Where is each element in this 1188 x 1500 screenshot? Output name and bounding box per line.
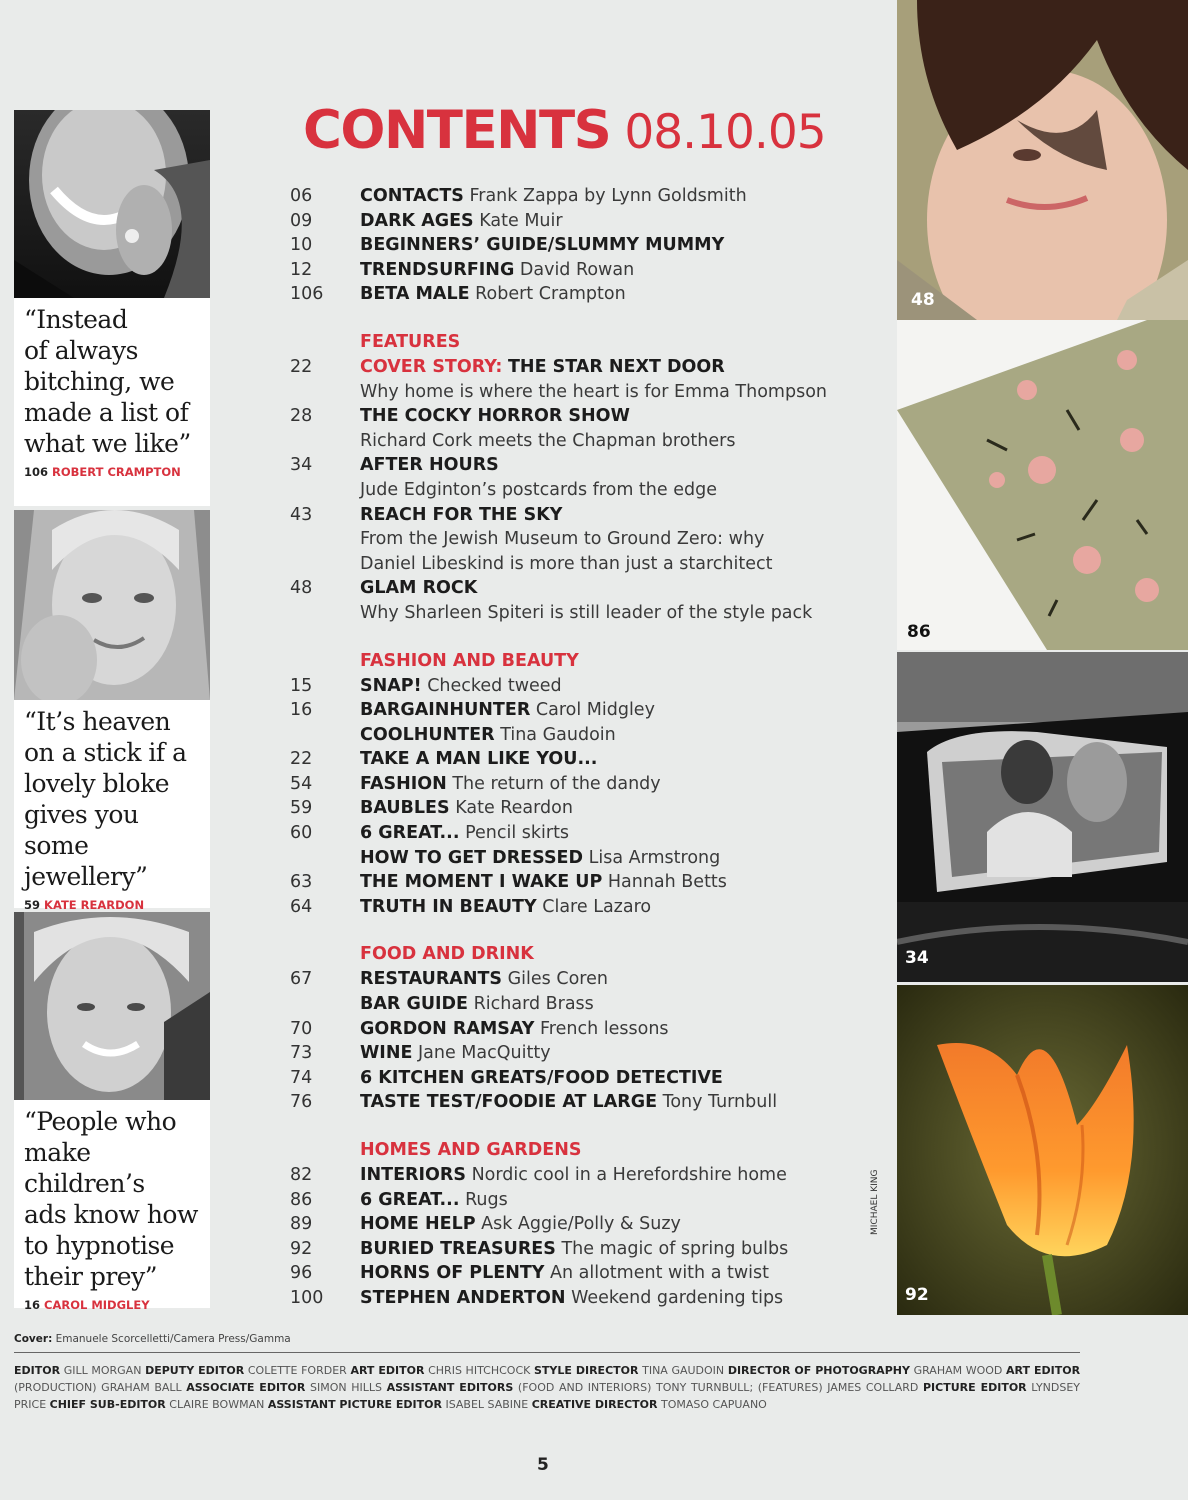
toc-entry[interactable] bbox=[290, 1212, 850, 1237]
quote-text: “Instead of always bitching, we made a list of what we like” bbox=[24, 305, 191, 458]
entry-title: THE MOMENT I WAKE UP bbox=[360, 872, 603, 893]
toc-entry[interactable] bbox=[290, 355, 850, 380]
page-number: 67 bbox=[290, 969, 313, 990]
entry-description-line: Richard Cork meets the Chapman brothers bbox=[360, 430, 736, 451]
toc-entry[interactable] bbox=[290, 796, 850, 821]
toc-entry[interactable] bbox=[290, 1237, 850, 1262]
page-number: 74 bbox=[290, 1067, 313, 1088]
toc-entry[interactable] bbox=[290, 1041, 850, 1066]
masthead-role: ASSOCIATE EDITOR bbox=[186, 1381, 306, 1394]
quote-author: CAROL MIDGLEY bbox=[44, 1298, 150, 1312]
masthead-name: TOMASO CAPUANO bbox=[661, 1398, 767, 1411]
entry-title: FASHION bbox=[360, 773, 447, 794]
toc-entry[interactable] bbox=[290, 1286, 850, 1311]
entry-description bbox=[290, 429, 850, 454]
toc-entry[interactable] bbox=[290, 209, 850, 234]
toc-entry[interactable] bbox=[290, 992, 850, 1017]
quote-card-1 bbox=[14, 298, 210, 506]
page-number: 54 bbox=[290, 773, 313, 794]
entry-title: HORNS OF PLENTY bbox=[360, 1263, 545, 1284]
entry-title: 6 GREAT... bbox=[360, 1189, 460, 1210]
entry-subtitle: Robert Crampton bbox=[475, 284, 626, 305]
section-heading bbox=[290, 648, 850, 674]
masthead-role: DIRECTOR OF PHOTOGRAPHY bbox=[727, 1364, 910, 1377]
entry-title: BETA MALE bbox=[360, 284, 470, 305]
entry-title: HOW TO GET DRESSED bbox=[360, 847, 584, 868]
quote-page: 59 bbox=[24, 898, 41, 912]
toc-fashion-section bbox=[290, 648, 850, 920]
contents-title bbox=[303, 100, 826, 161]
page-number: 06 bbox=[290, 186, 313, 206]
page-number: 100 bbox=[290, 1287, 324, 1308]
toc-entry[interactable] bbox=[290, 1017, 850, 1042]
entry-subtitle: Weekend gardening tips bbox=[571, 1287, 784, 1308]
entry-description-line: From the Jewish Museum to Ground Zero: why bbox=[360, 529, 765, 550]
page-number: 63 bbox=[290, 872, 313, 893]
masthead-name: TINA GAUDOIN bbox=[642, 1364, 725, 1377]
entry-title: AFTER HOURS bbox=[360, 455, 499, 476]
quote-text: “People who make children’s ads know how to hypnotise their prey” bbox=[24, 1107, 198, 1291]
entry-subtitle: Ask Aggie/Polly & Suzy bbox=[481, 1214, 681, 1235]
masthead-name: ISABEL SABINE bbox=[445, 1398, 529, 1411]
page-number: 59 bbox=[290, 798, 313, 819]
entry-subtitle: Richard Brass bbox=[473, 994, 594, 1015]
masthead bbox=[14, 1362, 1080, 1413]
toc-entry[interactable] bbox=[290, 772, 850, 797]
entry-subtitle: The return of the dandy bbox=[452, 773, 661, 794]
entry-subtitle: Carol Midgley bbox=[535, 700, 655, 721]
entry-title: INTERIORS bbox=[360, 1165, 466, 1185]
page-number: 22 bbox=[290, 356, 313, 377]
toc-entry[interactable] bbox=[290, 698, 850, 723]
photo-page-label: 48 bbox=[911, 290, 935, 310]
entry-subtitle: Tony Turnbull bbox=[662, 1092, 778, 1113]
toc-homes-section bbox=[290, 1137, 850, 1311]
photo-page-label: 92 bbox=[905, 1285, 929, 1305]
page-number: 43 bbox=[290, 504, 313, 525]
page-number: 34 bbox=[290, 455, 313, 476]
quote-credit bbox=[14, 1292, 210, 1312]
entry-title: 6 GREAT... bbox=[360, 823, 460, 844]
masthead-role: STYLE DIRECTOR bbox=[533, 1364, 639, 1377]
entry-description bbox=[290, 527, 850, 552]
masthead-role: PICTURE EDITOR bbox=[922, 1381, 1027, 1394]
photo-page-label: 86 bbox=[907, 622, 931, 642]
portrait-robert-crampton bbox=[14, 110, 210, 298]
entry-title: BURIED TREASURES bbox=[360, 1238, 556, 1259]
toc-entry[interactable] bbox=[290, 723, 850, 748]
masthead-role: CHIEF SUB-EDITOR bbox=[49, 1398, 166, 1411]
photo-sharleen-spiteri bbox=[897, 0, 1188, 320]
entry-subtitle: Checked tweed bbox=[427, 675, 562, 696]
page-number: 82 bbox=[290, 1165, 313, 1185]
masthead-name: (PRODUCTION) GRAHAM BALL bbox=[14, 1381, 182, 1394]
page-number: 10 bbox=[290, 235, 313, 256]
entry-subtitle: Rugs bbox=[465, 1189, 508, 1210]
entry-title: TAKE A MAN LIKE YOU... bbox=[360, 749, 598, 770]
entry-description bbox=[290, 552, 850, 577]
toc-entry[interactable] bbox=[290, 674, 850, 699]
page-number: 22 bbox=[290, 749, 313, 770]
issue-date: 08.10.05 bbox=[624, 105, 826, 160]
toc-entry[interactable] bbox=[290, 184, 850, 209]
entry-description bbox=[290, 380, 850, 405]
section-heading bbox=[290, 329, 850, 355]
photo-car bbox=[897, 652, 1188, 982]
cover-story-label: COVER STORY: bbox=[360, 356, 503, 377]
toc-intro-section bbox=[290, 184, 850, 307]
entry-description-line: Why Sharleen Spiteri is still leader of the style pack bbox=[360, 602, 813, 623]
footer-divider bbox=[14, 1352, 1080, 1353]
toc-entry[interactable] bbox=[290, 282, 850, 307]
entry-subtitle: Hannah Betts bbox=[607, 872, 727, 893]
entry-description-line: Jude Edginton’s postcards from the edge bbox=[360, 479, 717, 500]
quote-credit bbox=[14, 459, 210, 479]
entry-title: WINE bbox=[360, 1043, 413, 1064]
toc-entry[interactable] bbox=[290, 233, 850, 258]
title-word: CONTENTS bbox=[303, 100, 611, 161]
toc-entry[interactable] bbox=[290, 1261, 850, 1286]
cover-credit-label: Cover: bbox=[14, 1333, 53, 1345]
cover-credit-text: Emanuele Scorcelletti/Camera Press/Gamma bbox=[55, 1333, 291, 1345]
masthead-name: GILL MORGAN bbox=[63, 1364, 142, 1377]
photo-rug bbox=[897, 320, 1188, 650]
entry-title: CONTACTS bbox=[360, 186, 464, 206]
entry-subtitle: An allotment with a twist bbox=[550, 1263, 769, 1284]
portrait-kate-reardon bbox=[14, 510, 210, 700]
section-heading bbox=[290, 941, 850, 967]
section-heading-text: FEATURES bbox=[360, 331, 461, 352]
quote-author: ROBERT CRAMPTON bbox=[52, 465, 181, 479]
entry-title: RESTAURANTS bbox=[360, 969, 503, 990]
masthead-role: CREATIVE DIRECTOR bbox=[531, 1398, 658, 1411]
entry-title: BAUBLES bbox=[360, 798, 450, 819]
photo-tulip bbox=[897, 985, 1188, 1315]
quote-card-3 bbox=[14, 1100, 210, 1312]
masthead-role: EDITOR bbox=[14, 1364, 61, 1377]
entry-subtitle: Pencil skirts bbox=[465, 823, 570, 844]
entry-title: TASTE TEST/FOODIE AT LARGE bbox=[360, 1092, 658, 1113]
photo-page-label: 34 bbox=[905, 948, 929, 968]
toc-food-section bbox=[290, 941, 850, 1115]
entry-subtitle: Clare Lazaro bbox=[542, 896, 652, 917]
section-heading-text: FOOD AND DRINK bbox=[360, 944, 534, 965]
page-number: 60 bbox=[290, 823, 313, 844]
masthead-name: CLAIRE BOWMAN bbox=[169, 1398, 265, 1411]
masthead-role: DEPUTY EDITOR bbox=[145, 1364, 245, 1377]
masthead-name: LYNDSEY PRICE bbox=[14, 1381, 1081, 1411]
page-number: 15 bbox=[290, 675, 313, 696]
toc-entry[interactable] bbox=[290, 870, 850, 895]
entry-title: TRUTH IN BEAUTY bbox=[360, 896, 537, 917]
page-number: 16 bbox=[290, 700, 313, 721]
page-number: 73 bbox=[290, 1043, 313, 1064]
page-number: 28 bbox=[290, 406, 313, 427]
section-heading-text: FASHION AND BEAUTY bbox=[360, 650, 579, 671]
entry-subtitle: Nordic cool in a Herefordshire home bbox=[471, 1165, 787, 1185]
quote-page: 106 bbox=[24, 465, 49, 479]
entry-title: REACH FOR THE SKY bbox=[360, 504, 563, 525]
page-number: 86 bbox=[290, 1189, 313, 1210]
entry-description-line: Why home is where the heart is for Emma Thompson bbox=[360, 381, 827, 402]
entry-subtitle: Kate Reardon bbox=[455, 798, 573, 819]
page-number: 96 bbox=[290, 1263, 313, 1284]
toc-entry[interactable] bbox=[290, 258, 850, 283]
entry-title: BEGINNERS’ GUIDE/SLUMMY MUMMY bbox=[360, 235, 725, 256]
entry-subtitle: Kate Muir bbox=[479, 210, 563, 231]
toc-entry[interactable] bbox=[290, 1163, 850, 1188]
table-of-contents bbox=[290, 184, 850, 1311]
entry-title: 6 KITCHEN GREATS/FOOD DETECTIVE bbox=[360, 1067, 723, 1088]
masthead-name: (FOOD AND INTERIORS) TONY TURNBULL; (FEATURES) JAMES COLLARD bbox=[517, 1381, 919, 1394]
entry-subtitle: Giles Coren bbox=[507, 969, 608, 990]
toc-entry[interactable] bbox=[290, 895, 850, 920]
masthead-role: ASSISTANT EDITORS bbox=[386, 1381, 514, 1394]
masthead-role: ASSISTANT PICTURE EDITOR bbox=[267, 1398, 442, 1411]
entry-title: GORDON RAMSAY bbox=[360, 1018, 535, 1039]
masthead-role: ART EDITOR bbox=[350, 1364, 425, 1377]
entry-subtitle: Lisa Armstrong bbox=[588, 847, 721, 868]
page-number: 48 bbox=[290, 578, 313, 599]
entry-title: GLAM ROCK bbox=[360, 578, 478, 599]
toc-entry[interactable] bbox=[290, 967, 850, 992]
toc-features-section bbox=[290, 329, 850, 626]
entry-title: THE STAR NEXT DOOR bbox=[507, 356, 725, 377]
section-heading-text: HOMES AND GARDENS bbox=[360, 1140, 582, 1160]
entry-title: HOME HELP bbox=[360, 1214, 476, 1235]
page-number: 64 bbox=[290, 896, 313, 917]
toc-entry[interactable] bbox=[290, 404, 850, 429]
page-number: 12 bbox=[290, 259, 313, 280]
entry-subtitle: Frank Zappa by Lynn Goldsmith bbox=[469, 186, 747, 206]
toc-entry[interactable] bbox=[290, 1090, 850, 1115]
toc-entry[interactable] bbox=[290, 503, 850, 528]
quote-page: 16 bbox=[24, 1298, 41, 1312]
quote-author: KATE REARDON bbox=[44, 898, 145, 912]
portrait-carol-midgley bbox=[14, 912, 210, 1100]
entry-title: COOLHUNTER bbox=[360, 724, 495, 745]
entry-title: TRENDSURFING bbox=[360, 259, 515, 280]
masthead-name: CHRIS HITCHCOCK bbox=[428, 1364, 531, 1377]
quote-text: “It’s heaven on a stick if a lovely bloke gives you some jewellery” bbox=[24, 707, 187, 891]
page-number: 92 bbox=[290, 1238, 313, 1259]
entry-subtitle: Jane MacQuitty bbox=[418, 1043, 551, 1064]
page-number: 89 bbox=[290, 1214, 313, 1235]
entry-title: BARGAINHUNTER bbox=[360, 700, 531, 721]
photo-credit: MICHAEL KING bbox=[870, 1169, 880, 1235]
entry-title: DARK AGES bbox=[360, 210, 474, 231]
toc-entry[interactable] bbox=[290, 747, 850, 772]
cover-credit bbox=[14, 1333, 291, 1345]
section-heading bbox=[290, 1137, 850, 1163]
entry-description-line: Daniel Libeskind is more than just a starchitect bbox=[360, 553, 773, 574]
entry-subtitle: French lessons bbox=[540, 1018, 669, 1039]
toc-entry[interactable] bbox=[290, 821, 850, 846]
entry-subtitle: The magic of spring bulbs bbox=[561, 1238, 789, 1259]
toc-entry[interactable] bbox=[290, 576, 850, 601]
page-number: 106 bbox=[290, 284, 324, 305]
page-number: 70 bbox=[290, 1018, 313, 1039]
entry-subtitle: Tina Gaudoin bbox=[500, 724, 616, 745]
toc-entry[interactable] bbox=[290, 453, 850, 478]
masthead-name: GRAHAM WOOD bbox=[913, 1364, 1003, 1377]
toc-entry[interactable] bbox=[290, 1188, 850, 1213]
entry-title: SNAP! bbox=[360, 675, 422, 696]
entry-description bbox=[290, 601, 850, 626]
page-number-footer: 5 bbox=[537, 1455, 549, 1475]
entry-description bbox=[290, 478, 850, 503]
entry-title: BAR GUIDE bbox=[360, 994, 469, 1015]
page-number: 76 bbox=[290, 1092, 313, 1113]
masthead-role: ART EDITOR bbox=[1006, 1364, 1081, 1377]
page-number: 09 bbox=[290, 210, 313, 231]
quote-credit bbox=[14, 892, 210, 912]
quote-card-2 bbox=[14, 700, 210, 912]
toc-entry[interactable] bbox=[290, 846, 850, 871]
masthead-name: COLETTE FORDER bbox=[247, 1364, 347, 1377]
entry-title: STEPHEN ANDERTON bbox=[360, 1287, 566, 1308]
entry-subtitle: David Rowan bbox=[519, 259, 635, 280]
masthead-name: SIMON HILLS bbox=[310, 1381, 382, 1394]
entry-title: THE COCKY HORROR SHOW bbox=[360, 406, 630, 427]
toc-entry[interactable] bbox=[290, 1066, 850, 1091]
